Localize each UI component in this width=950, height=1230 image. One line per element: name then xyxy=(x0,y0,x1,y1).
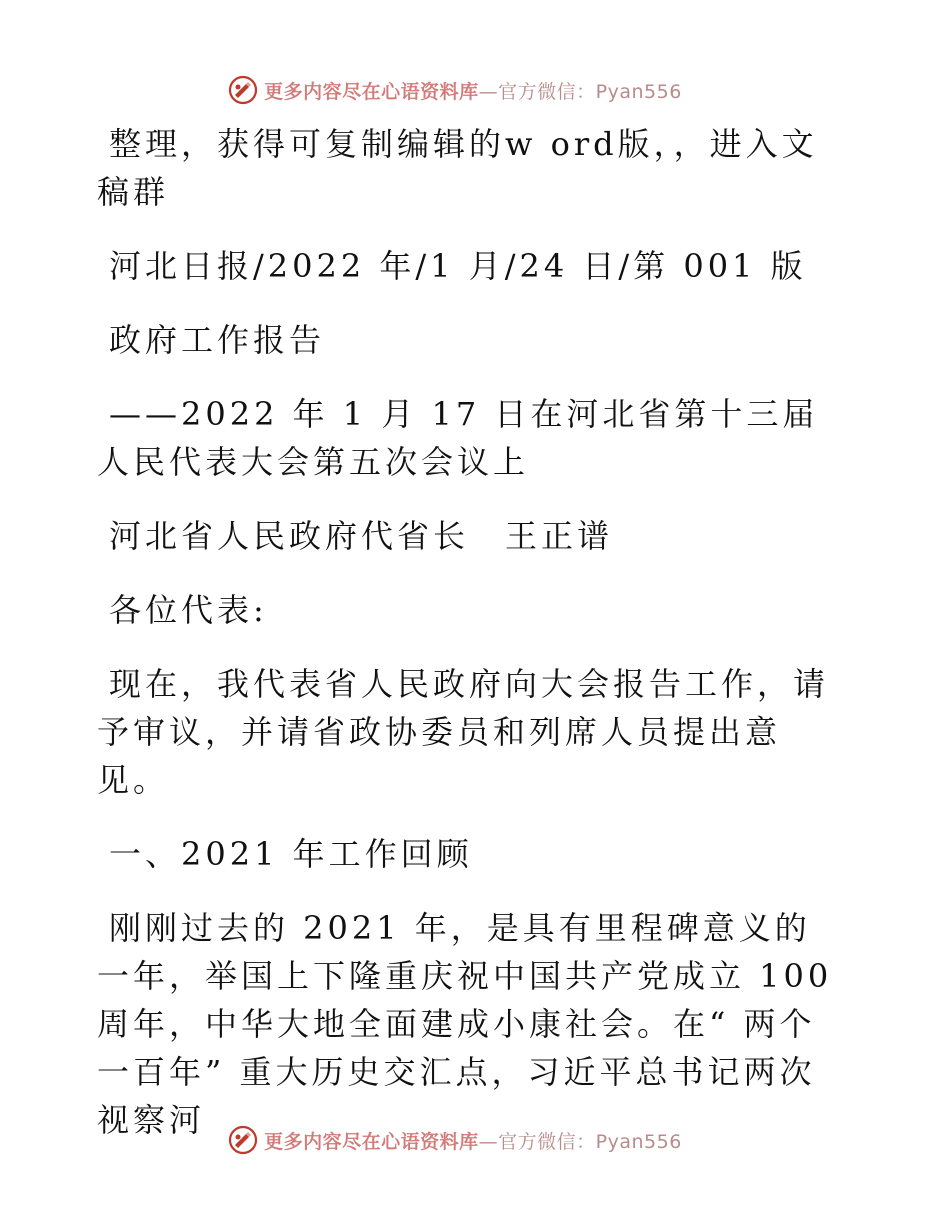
paragraph-review: 刚刚过去的 2021 年，是具有里程碑意义的一年，举国上下隆重庆祝中国共产党成立 100 周年，中华大地全面建成小康社会。在“ 两个一百年” 重大历史交汇点，习近平总书记两次视察河 xyxy=(97,909,833,1139)
watermark-sub-text: —官方微信：Pyan556 xyxy=(478,1130,682,1153)
salutation: 各位代表: xyxy=(109,591,268,629)
pen-logo-icon xyxy=(228,1125,258,1155)
paragraph-note: 整理，获得可复制编辑的w ord版，，进入文稿群 xyxy=(97,125,818,211)
watermark-main-text: 更多内容尽在心语资料库 xyxy=(264,1130,479,1153)
document-subtitle: ——2022 年 1 月 17 日在河北省第十三届人民代表大会第五次会议上 xyxy=(97,395,819,481)
document-title: 政府工作报告 xyxy=(109,321,326,359)
watermark-sub-text: —官方微信：Pyan556 xyxy=(478,80,682,103)
paragraph-intro: 现在，我代表省人民政府向大会报告工作，请予审议，并请省政协委员和列席人员提出意见。 xyxy=(97,665,830,799)
paragraph-source: 河北日报/2022 年/1 月/24 日/第 001 版 xyxy=(109,247,807,285)
pen-logo-icon xyxy=(228,75,258,105)
document-author: 河北省人民政府代省长 王正谱 xyxy=(109,517,614,555)
watermark-header xyxy=(0,70,950,110)
watermark-main-text: 更多内容尽在心语资料库 xyxy=(264,80,479,103)
section-heading: 一、2021 年工作回顾 xyxy=(109,835,473,873)
document-body xyxy=(97,120,837,1170)
watermark-footer xyxy=(0,1120,950,1160)
